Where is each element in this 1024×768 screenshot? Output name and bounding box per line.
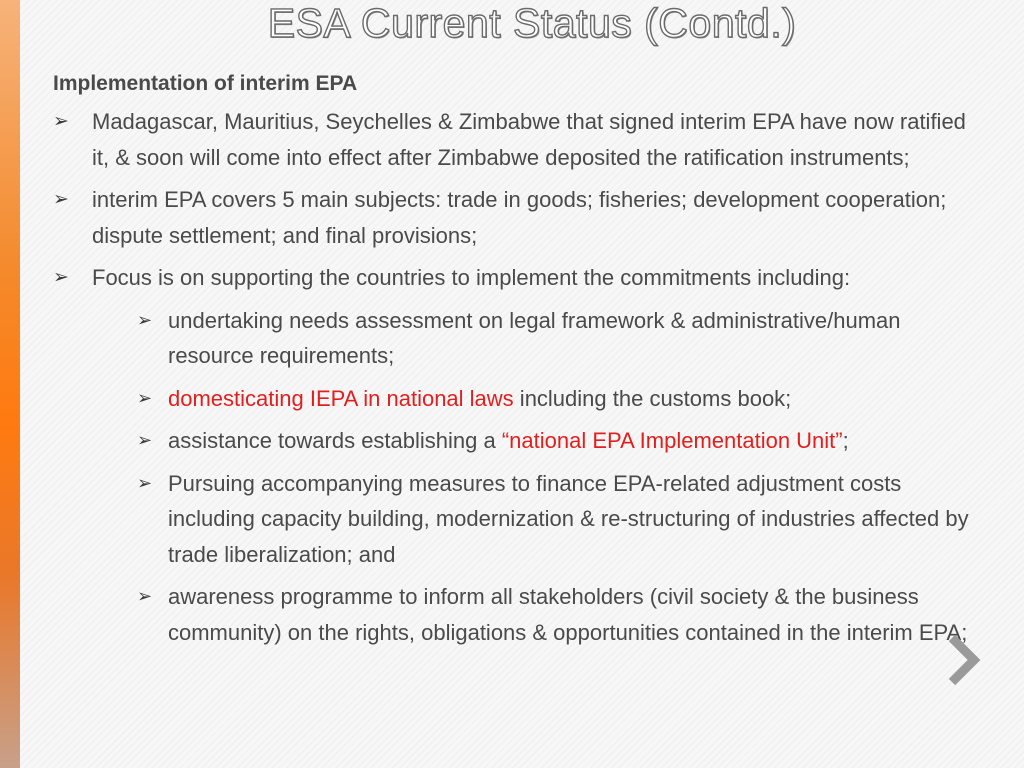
bullet-item — [53, 104, 973, 175]
arrowhead-bullet-icon: ➢ — [137, 387, 153, 408]
arrowhead-bullet-icon: ➢ — [137, 586, 153, 606]
bullet-text: Focus is on supporting the countries to implement the commitments including: — [92, 265, 851, 290]
sub-bullet-text: awareness programme to inform all stakeholders (civil society & the business community) on the rights, obligations & opportunities contained in the interim EPA; — [168, 584, 968, 645]
sub-bullet-text: ; — [842, 428, 849, 453]
sub-bullet-text: assistance towards establishing a — [168, 428, 502, 453]
chevron-right-icon — [946, 630, 982, 690]
slide-title: ESA Current Status (Contd.) — [267, 0, 797, 46]
arrowhead-bullet-icon: ➢ — [53, 189, 69, 210]
highlight-text: domesticating IEPA in national laws — [168, 385, 514, 411]
sub-bullet-text: undertaking needs assessment on legal framework & administrative/human resource requirements; — [168, 307, 901, 368]
bullet-item — [53, 182, 973, 253]
sub-bullet-text: including the customs book; — [513, 385, 792, 411]
arrowhead-bullet-icon: ➢ — [137, 430, 153, 450]
arrowhead-bullet-icon: ➢ — [53, 267, 69, 288]
bullet-text: interim EPA covers 5 main subjects: trade in goods; fisheries; development cooperation; dispute settlement; and final provisions; — [92, 187, 947, 248]
arrowhead-bullet-icon: ➢ — [137, 309, 153, 330]
highlight-text: “national EPA Implementation Unit” — [501, 428, 843, 453]
sub-bullet-item — [137, 466, 973, 573]
sub-bullet-item — [137, 579, 973, 650]
bullet-text: Madagascar, Mauritius, Seychelles & Zimbabwe that signed interim EPA have now ratified it, & soon will come into effect after Zimbabwe deposited the ratification instruments; — [92, 109, 966, 170]
section-heading: Implementation of interim EPA — [53, 72, 358, 95]
next-slide-button[interactable] — [946, 630, 982, 690]
sub-bullet-item — [137, 381, 973, 417]
sub-bullet-item — [137, 303, 973, 374]
arrowhead-bullet-icon: ➢ — [53, 111, 69, 132]
accent-bar — [0, 0, 20, 768]
slide-body — [53, 70, 973, 657]
arrowhead-bullet-icon: ➢ — [137, 472, 153, 493]
bullet-item — [53, 260, 973, 296]
sub-bullet-item — [137, 423, 973, 459]
sub-bullet-text: Pursuing accompanying measures to finance EPA-related adjustment costs including capacity building, modernization & re-structuring of industries affected by trade liberalization; and — [168, 470, 969, 567]
